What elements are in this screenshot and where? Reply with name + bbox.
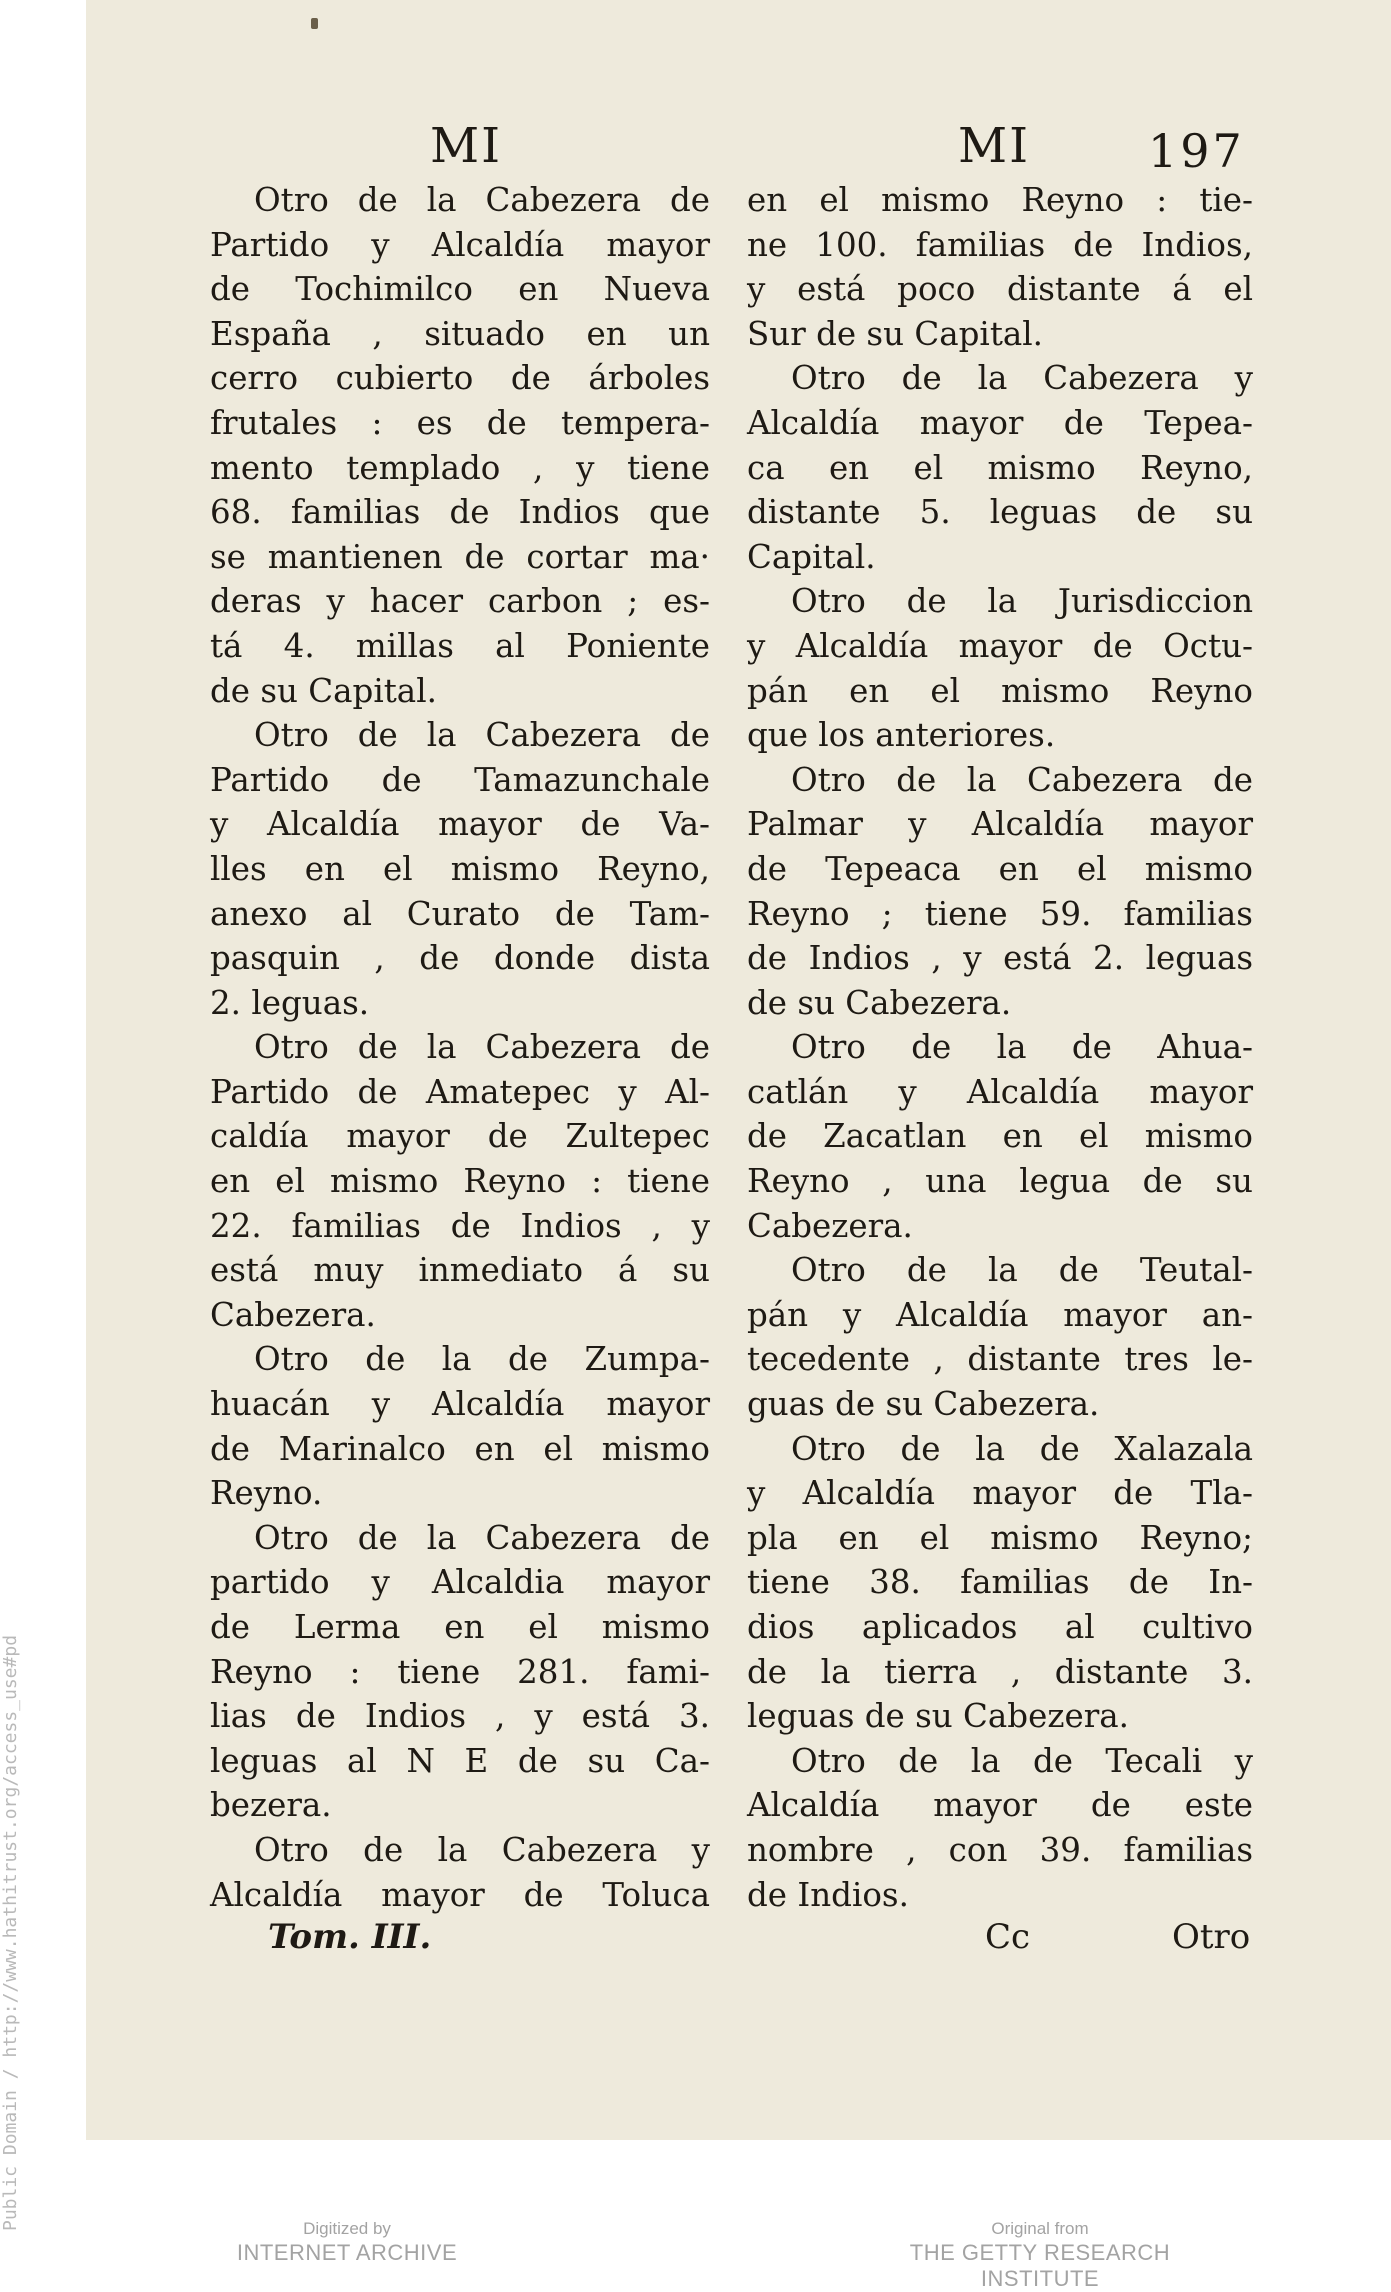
text-line: caldía mayor de Zultepec [210, 1117, 710, 1156]
catchword: Otro [1172, 1917, 1251, 1957]
text-line: se mantienen de cortar ma· [210, 537, 710, 576]
text-line: Sur de su Capital. [747, 314, 1043, 353]
text-line: Otro de la de Tecali y [791, 1741, 1253, 1780]
text-line: de Zacatlan en el mismo [747, 1117, 1253, 1156]
digitized-by-credit [232, 2218, 462, 2266]
text-line: Reyno. [210, 1474, 323, 1513]
text-line: Otro de la Cabezera de [254, 716, 710, 755]
running-header-left: MI [430, 118, 503, 174]
text-line: huacán y Alcaldía mayor [210, 1385, 710, 1424]
text-line: que los anteriores. [747, 716, 1056, 755]
text-line: y Alcaldía mayor de Octu- [747, 626, 1253, 665]
text-line: de Tepeaca en el mismo [747, 849, 1253, 888]
text-line: Otro de la de Zumpa- [254, 1340, 710, 1379]
text-line: dios aplicados al cultivo [747, 1608, 1253, 1646]
text-line: y Alcaldía mayor de Tla- [747, 1474, 1253, 1513]
text-line: en el mismo Reyno : tie- [747, 181, 1253, 219]
signature-mark: Cc [985, 1917, 1031, 1957]
text-line: Otro de la Cabezera de [791, 760, 1253, 799]
text-line: Otro de la de Ahua- [791, 1028, 1253, 1067]
text-line: de Marinalco en el mismo [210, 1429, 710, 1468]
stamp-line-public-domain: Public Domain / http://www.hathitrust.org/access_use#pd [0, 1634, 21, 2231]
text-line: ca en el mismo Reyno, [747, 448, 1253, 487]
internet-archive-label: INTERNET ARCHIVE [236, 2240, 458, 2265]
text-line: de Lerma en el mismo [210, 1608, 710, 1646]
text-line: en el mismo Reyno : tiene [210, 1162, 710, 1201]
text-line: ne 100. familias de Indios, [747, 225, 1253, 264]
getty-institute-label: THE GETTY RESEARCH INSTITUTE [909, 2240, 1171, 2291]
original-from-label: Original from [991, 2219, 1089, 2238]
text-line: Palmar y Alcaldía mayor [747, 805, 1253, 844]
text-line: pán en el mismo Reyno [747, 671, 1253, 710]
text-line: y está poco distante á el [747, 270, 1253, 309]
text-line: Reyno , una legua de su [747, 1162, 1253, 1201]
text-line: mento templado , y tiene [210, 448, 710, 487]
original-from-credit [850, 2218, 1230, 2292]
text-line: Otro de la de Teutal- [791, 1251, 1253, 1290]
text-line: Otro de la de Xalazala [791, 1429, 1253, 1468]
text-line: Otro de la Cabezera de [254, 1518, 710, 1557]
text-line: pla en el mismo Reyno; [747, 1518, 1253, 1557]
text-line: de la tierra , distante 3. [747, 1652, 1253, 1691]
text-line: 2. leguas. [210, 983, 370, 1022]
text-line: Otro de la Cabezera de [254, 1028, 710, 1067]
text-line: de Indios. [747, 1875, 909, 1914]
text-line: Alcaldía mayor de este [747, 1786, 1253, 1825]
text-line: guas de su Cabezera. [747, 1385, 1100, 1424]
text-line: tecedente , distante tres le- [747, 1340, 1253, 1379]
text-line: Otro de la Jurisdiccion [791, 582, 1253, 621]
text-line: bezera. [210, 1786, 332, 1825]
text-line: Otro de la Cabezera y [791, 359, 1253, 398]
left-text-column [210, 178, 710, 1917]
text-line: lias de Indios , y está 3. [210, 1697, 710, 1736]
text-line: Partido de Amatepec y Al- [210, 1072, 710, 1111]
text-line: de Indios , y está 2. leguas [747, 939, 1253, 978]
text-line: España , situado en un [210, 314, 710, 353]
text-line: Alcaldía mayor de Tepea- [747, 403, 1253, 442]
text-line: de su Cabezera. [747, 983, 1012, 1022]
text-line: Cabezera. [747, 1206, 913, 1245]
text-line: Reyno : tiene 281. fami- [210, 1652, 710, 1691]
text-line: partido y Alcaldia mayor [210, 1563, 710, 1602]
text-line: de su Capital. [210, 671, 437, 710]
text-line: leguas de su Cabezera. [747, 1697, 1129, 1736]
right-text-column [747, 178, 1253, 1917]
digitized-by-label: Digitized by [303, 2219, 391, 2238]
text-line: tá 4. millas al Poniente [210, 626, 710, 665]
text-line: Capital. [747, 537, 876, 576]
page-number: 197 [1148, 124, 1245, 178]
scan-speck [311, 18, 318, 29]
text-line: nombre , con 39. familias [747, 1830, 1253, 1869]
text-line: Reyno ; tiene 59. familias [747, 894, 1253, 933]
text-line: catlán y Alcaldía mayor [747, 1072, 1253, 1111]
text-line: Otro de la Cabezera y [254, 1830, 710, 1869]
text-line: leguas al N E de su Ca- [210, 1741, 710, 1780]
text-line: deras y hacer carbon ; es- [210, 582, 710, 621]
text-line: Partido de Tamazunchale [210, 760, 710, 799]
text-line: Alcaldía mayor de Toluca [210, 1875, 710, 1914]
text-line: frutales : es de tempera- [210, 403, 710, 442]
text-line: tiene 38. familias de In- [747, 1563, 1253, 1602]
text-line: pasquin , de donde dista [210, 939, 710, 978]
text-line: Otro de la Cabezera de [254, 181, 710, 219]
text-line: 22. familias de Indios , y [210, 1206, 710, 1245]
hathitrust-stamp [0, 1277, 22, 2231]
text-line: Cabezera. [210, 1295, 376, 1334]
text-line: 68. familias de Indios que [210, 493, 710, 532]
text-line: distante 5. leguas de su [747, 493, 1253, 532]
text-line: Partido y Alcaldía mayor [210, 225, 710, 264]
text-line: de Tochimilco en Nueva [210, 270, 710, 309]
text-line: pán y Alcaldía mayor an- [747, 1295, 1253, 1334]
volume-mark: Tom. III. [268, 1917, 432, 1957]
text-line: cerro cubierto de árboles [210, 359, 710, 398]
text-line: y Alcaldía mayor de Va- [210, 805, 710, 844]
text-line: anexo al Curato de Tam- [210, 894, 710, 933]
text-line: lles en el mismo Reyno, [210, 849, 710, 888]
text-line: está muy inmediato á su [210, 1251, 710, 1290]
running-header-right: MI [958, 118, 1031, 174]
